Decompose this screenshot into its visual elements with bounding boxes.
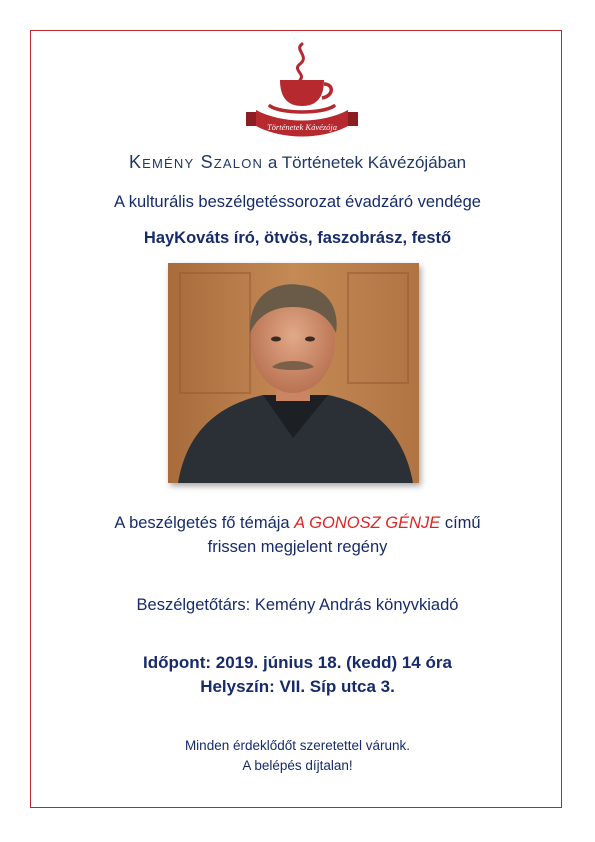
topic-line-2: frissen megjelent regény (207, 538, 388, 556)
topic-text (0, 511, 595, 559)
partner-text: Beszélgetőtárs: Kemény András könyvkiadó (136, 596, 459, 614)
book-title: A GONOSZ GÉNJE (294, 514, 441, 532)
event-details (0, 651, 595, 699)
intro-text: A kulturális beszélgetéssorozat évadzáró vendége (114, 193, 481, 211)
salon-suffix: a Történetek Kávézójában (263, 153, 467, 172)
welcome-text (0, 736, 595, 776)
coffee-cup-logo (242, 40, 362, 140)
welcome-line-2: A belépés díjtalan! (242, 758, 353, 773)
salon-heading (0, 152, 595, 173)
topic-suffix: című (440, 514, 481, 532)
logo-ribbon-text: Történetek Kávézója (266, 122, 338, 132)
event-place: Helyszín: VII. Síp utca 3. (200, 677, 395, 696)
event-time: Időpont: 2019. június 18. (kedd) 14 óra (143, 653, 452, 672)
guest-portrait-photo (168, 263, 419, 483)
guest-line: HayKováts író, ötvös, faszobrász, festő (143, 229, 452, 247)
topic-prefix: A beszélgetés fő témája (114, 514, 295, 532)
salon-name: Kemény Szalon (128, 152, 264, 172)
welcome-line-1: Minden érdeklődőt szeretettel várunk. (184, 738, 411, 753)
